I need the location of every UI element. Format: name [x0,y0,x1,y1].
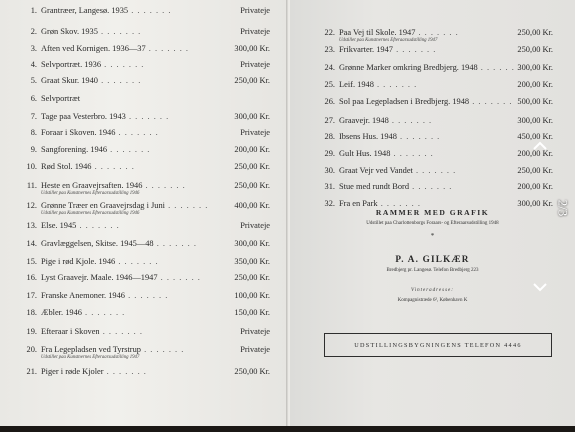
entry-title: Grønne Træer en Graavejrsdag i Juni [41,201,165,210]
artwork-entry [318,28,553,43]
entry-number: 15. [26,257,37,266]
entry-price: 500,00 Kr. [517,97,553,106]
entry-title: Pige i rød Kjole. 1946 [41,257,116,266]
entry-title: Franske Anemoner. 1946 [41,291,125,300]
artist-address: Bredbjerg pr. Langesø. Telefon Bredbjerg 223 [386,268,479,273]
artwork-entry [20,222,270,230]
entry-price: 350,00 Kr. [234,257,270,266]
entry-price: 300,00 Kr. [234,44,270,53]
dot-leader: . . . . . . . [373,80,418,89]
dot-leader: . . . . . . . [142,181,186,190]
entry-price: 250,00 Kr. [234,162,270,171]
artwork-entry [20,368,270,376]
entry-price: Privateje [240,327,270,336]
entry-price: 450,00 Kr. [517,132,553,141]
entry-number: 17. [26,291,37,300]
dot-leader: . . . . . . . [140,345,185,354]
entry-number: 16. [26,273,37,282]
artwork-entry [318,133,553,141]
entry-price: 250,00 Kr. [234,181,270,190]
dot-leader: . . . . . . . [388,116,433,125]
entry-title: Heste en Graavejrsaften. 1946 [41,181,143,190]
dot-leader: . . . . . . . [164,201,209,210]
entry-title: Graavejr. 1948 [339,116,389,125]
entry-number: 14. [26,239,37,248]
entry-price: 300,00 Kr. [234,239,270,248]
page-indicator: 2/3 [555,199,571,217]
entry-title: Graat Vejr ved Vandet [339,166,413,175]
artwork-entry [318,46,553,54]
entry-title: Stue med rundt Bord [339,182,410,191]
entry-price: Privateje [240,6,270,15]
entry-price: 200,00 Kr. [517,182,553,191]
artwork-entry [318,150,553,158]
entry-number: 20. [26,345,37,354]
artist-name: P. A. GILKÆR [395,254,470,264]
previous-page-button[interactable] [532,138,548,154]
entry-number: 3. [30,44,37,53]
dot-leader: . . . . . . . [91,162,135,171]
dot-leader: . . . . . . . [103,367,147,376]
entry-price: 300,00 Kr. [517,116,553,125]
entry-number: 11. [26,181,37,190]
artwork-entry [20,309,270,317]
artwork-entry [20,28,270,36]
entry-number: 1. [30,6,37,15]
entry-title: Gult Hus. 1948 [339,149,391,158]
entry-price: Privateje [240,60,270,69]
artwork-entry [20,292,270,300]
artwork-entry [318,117,553,125]
dot-leader: . . . . . . . [469,97,513,106]
artwork-entry [20,95,270,103]
entry-title: Aften ved Kornigen. 1936—37 [41,44,146,53]
entry-number: 7. [30,112,37,121]
entry-number: 25. [324,80,335,89]
artwork-entry [20,258,270,266]
entry-price: 100,00 Kr. [234,291,270,300]
entry-title: Tage paa Vesterbro. 1943 [41,112,126,121]
entry-title: Selvportræt [41,94,81,103]
artwork-entry [20,240,270,248]
dot-leader: . . . . . . . [125,112,170,121]
entry-price: Privateje [240,345,270,354]
entry-title: Sol paa Legepladsen i Bredbjerg. 1948 [339,97,470,106]
artwork-entry [318,98,553,106]
artwork-entry [318,81,553,89]
artwork-entry [20,163,270,171]
entry-number: 6. [30,94,37,103]
entry-exhibition-note: Udstillet paa Kunstnernes Efteraarsudstilling 1946 [41,211,140,216]
dot-leader: . . . . . . . [128,6,172,15]
dot-leader: . . . . . . . [107,145,151,154]
dot-leader: . . . . . . . [157,273,201,282]
artwork-entry [20,77,270,85]
artwork-entry [20,45,270,53]
dot-leader: . . . . . . . [409,182,453,191]
entry-title: Æbler. 1946 [41,308,82,317]
entry-title: Selvportræt. 1936 [41,60,102,69]
entry-number: 26. [324,97,335,106]
entry-price: 400,00 Kr. [234,201,270,210]
dot-leader: . . . . . . . [377,199,421,208]
entry-exhibition-note: Udstillet paa Kunstnernes Efteraarsudstilling 1947 [339,38,438,43]
entry-title: Lyst Graavejr. Maale. 1946—1947 [41,273,158,282]
entry-number: 18. [26,308,37,317]
entry-title: Grøn Skov. 1935 [41,27,98,36]
entry-title: Ibsens Hus. 1948 [339,132,397,141]
entry-price: 200,00 Kr. [517,80,553,89]
entry-title: Frikvarter. 1947 [339,45,393,54]
dot-leader: . . . . . . . [477,63,522,72]
entry-title: Else. 1945 [41,221,77,230]
catalog-page-left [0,0,288,426]
entry-number: 13. [26,221,37,230]
artwork-entry [20,201,270,216]
artwork-entry [20,7,270,15]
dot-leader: . . . . . . . [99,327,143,336]
star-divider: * [430,232,435,240]
winter-label: Vinteradresse: [411,288,454,293]
dot-leader: . . . . . . . [97,27,142,36]
entry-number: 2. [30,27,37,36]
entry-title: Piger i røde Kjoler [41,367,104,376]
artwork-entry [20,345,270,360]
artwork-entry [20,129,270,137]
entry-title: Graat Skur. 1940 [41,76,98,85]
artwork-entry [20,328,270,336]
entry-number: 5. [30,76,37,85]
winter-address: Kompagnistræde 6², København K [397,298,468,303]
entry-price: 300,00 Kr. [517,63,553,72]
rammer-heading: RAMMER MED GRAFIK [375,208,490,217]
dot-leader: . . . . . . . [153,239,197,248]
dot-leader: . . . . . . . [392,45,437,54]
entry-number: 29. [324,149,335,158]
rammer-exhibited: Udstillet paa Charlottenborgs Foraars- og Efteraarsudstilling 1948 [366,221,499,226]
entry-number: 28. [324,132,335,141]
artwork-entry [318,167,553,175]
entry-price: 150,00 Kr. [234,308,270,317]
entry-number: 12. [26,201,37,210]
dot-leader: . . . . . . . [81,308,126,317]
artwork-entry [20,113,270,121]
dot-leader: . . . . . . . [115,128,159,137]
entry-title: Efteraar i Skoven [41,327,100,336]
entry-number: 10. [26,162,37,171]
dot-leader: . . . . . . . [396,132,441,141]
dot-leader: . . . . . . . [415,28,459,37]
entry-title: Fra en Park [339,199,378,208]
entry-price: 250,00 Kr. [517,45,553,54]
bottom-edge [0,426,575,432]
entry-number: 8. [30,128,37,137]
entry-price: 250,00 Kr. [234,273,270,282]
entry-title: Gravlæggelsen, Skitse. 1945—48 [41,239,154,248]
dot-leader: . . . . . . . [124,291,169,300]
entry-title: Paa Vej til Skole. 1947 [339,28,416,37]
artwork-entry [318,183,553,191]
dot-leader: . . . . . . . [76,221,120,230]
chevron-down-icon [532,279,548,295]
entry-number: 27. [324,116,335,125]
entry-number: 22. [324,28,335,37]
entry-price: 250,00 Kr. [517,166,553,175]
chevron-up-icon [532,138,548,154]
artwork-entry [318,64,553,72]
next-page-button[interactable] [532,279,548,295]
entry-title: Sangforening. 1946 [41,145,108,154]
entry-number: 31. [324,182,335,191]
entry-price: 250,00 Kr. [517,28,553,37]
phone-box: UDSTILLINGSBYGNINGENS TELEFON 4446 [324,333,552,357]
entry-title: Grønne Marker omkring Bredbjerg. 1948 [339,63,478,72]
artwork-entry [20,61,270,69]
entry-title: Grantræer, Langesø. 1935 [41,6,129,15]
dot-leader: . . . . . . . [115,257,159,266]
dot-leader: . . . . . . . [145,44,189,53]
entry-title: Leif. 1948 [339,80,374,89]
entry-number: 19. [26,327,37,336]
entry-title: Fra Legepladsen ved Tyrstrup [41,345,141,354]
entry-number: 21. [26,367,37,376]
dot-leader: . . . . . . . [412,166,457,175]
entry-number: 30. [324,166,335,175]
entry-price: 250,00 Kr. [234,76,270,85]
entry-title: Rød Stol. 1946 [41,162,92,171]
entry-exhibition-note: Udstillet paa Kunstnernes Efteraarsudstilling 1947 [41,355,140,360]
entry-number: 9. [30,145,37,154]
artwork-entry [20,274,270,282]
entry-number: 23. [324,45,335,54]
entry-price: Privateje [240,221,270,230]
catalog-page-right [290,0,575,426]
entry-price: Privateje [240,128,270,137]
entry-price: 200,00 Kr. [234,145,270,154]
artwork-entry [20,146,270,154]
artwork-entry [20,181,270,196]
entry-price: Privateje [240,27,270,36]
entry-number: 4. [30,60,37,69]
entry-price: 300,00 Kr. [234,112,270,121]
dot-leader: . . . . . . . [98,76,142,85]
entry-title: Foraar i Skoven. 1946 [41,128,116,137]
entry-price: 200,00 Kr. [517,149,553,158]
dot-leader: . . . . . . . [101,60,145,69]
entry-number: 24. [324,63,335,72]
entry-price: 250,00 Kr. [234,367,270,376]
entry-exhibition-note: Udstillet paa Kunstnernes Efteraarsudstilling 1946 [41,191,140,196]
entry-number: 32. [324,199,335,208]
entry-price: 300,00 Kr. [517,199,553,208]
dot-leader: . . . . . . . [390,149,434,158]
